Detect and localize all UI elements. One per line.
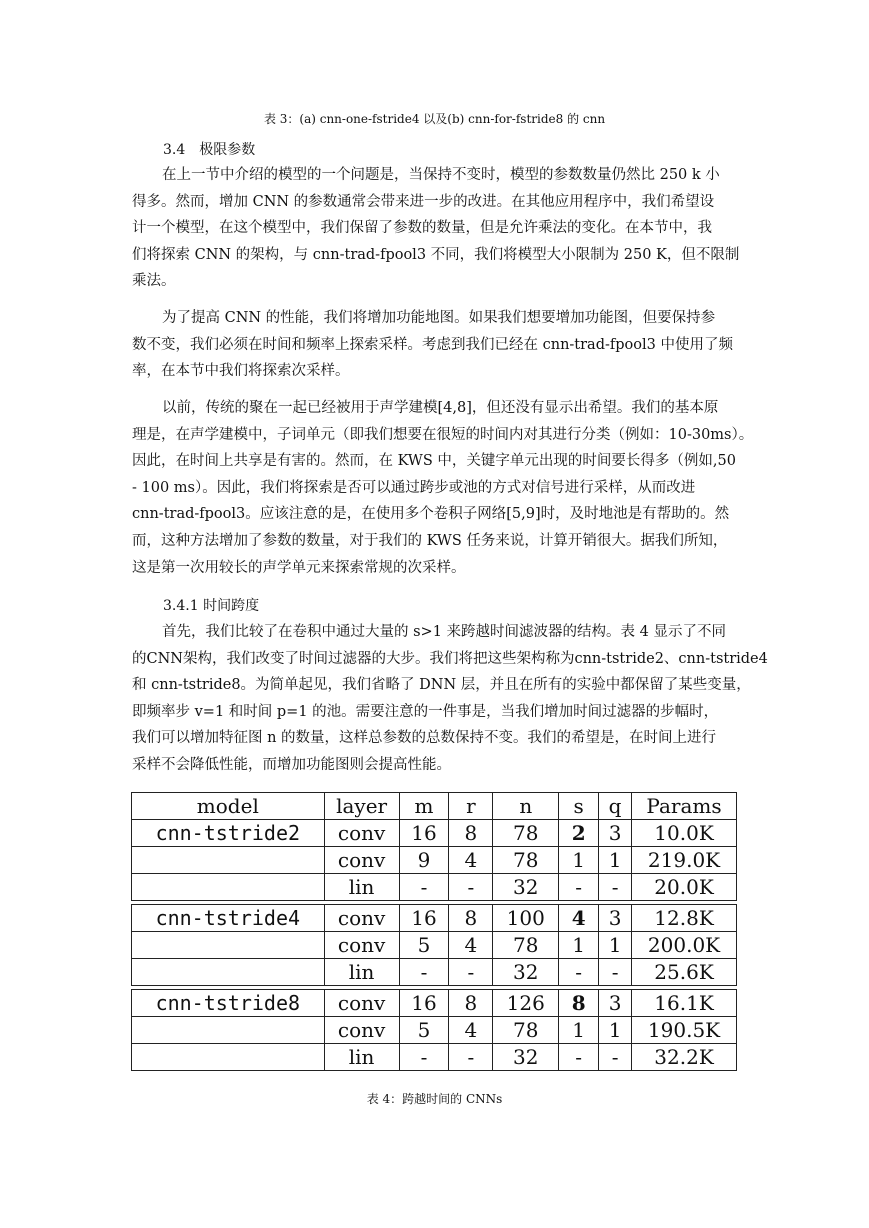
- cell-n: 78: [493, 932, 559, 959]
- header-layer: layer: [324, 793, 399, 820]
- cell-n: 32: [493, 959, 559, 986]
- model-name: cnn-tstride8: [132, 990, 325, 1017]
- cell-m: 16: [399, 820, 449, 847]
- text-line: 而，这种方法增加了参数的数量，对于我们的 KWS 任务来说，计算开销很大。据我们所知，: [132, 532, 728, 549]
- cell-n: 32: [493, 1044, 559, 1071]
- text-line: 为了提高 CNN 的性能，我们将增加功能地图。如果我们想要增加功能图，但要保持参: [162, 310, 716, 326]
- model-empty: [132, 847, 325, 874]
- cell-params: 190.5K: [632, 1017, 737, 1044]
- cell-r: -: [449, 1044, 493, 1071]
- text-line: 因此，在时间上共享是有害的。然而，在 KWS 中，关键字单元出现的时间要长得多（例如,50: [132, 453, 736, 470]
- cell-n: 78: [493, 820, 559, 847]
- cell-n: 32: [493, 874, 559, 901]
- cell-n: 126: [493, 990, 559, 1017]
- table-row: [132, 820, 737, 847]
- cell-m: 9: [399, 847, 449, 874]
- cell-s: -: [559, 1044, 599, 1071]
- cell-s: -: [559, 959, 599, 986]
- model-empty: [132, 959, 325, 986]
- cell-params: 16.1K: [632, 990, 737, 1017]
- text-line: 的CNN架构，我们改变了时间过滤器的大步。我们将把这些架构称为cnn-tstride2、cnn-tstride4: [132, 650, 768, 667]
- table-row: [132, 905, 737, 932]
- cell-layer: conv: [324, 932, 399, 959]
- table4-caption: 表 4：跨越时间的 CNNs: [366, 1092, 503, 1106]
- text-line: cnn-trad-fpool3。应该注意的是，在使用多个卷积子网络[5,9]时，及时地池是有帮助的。然: [132, 506, 730, 523]
- table-row: [132, 932, 737, 959]
- cell-s: 1: [559, 847, 599, 874]
- cell-n: 78: [493, 1017, 559, 1044]
- table-row: [132, 990, 737, 1017]
- cell-q: 1: [599, 847, 632, 874]
- cell-layer: conv: [324, 990, 399, 1017]
- cell-r: 8: [449, 820, 493, 847]
- cell-q: 3: [599, 990, 632, 1017]
- cell-params: 25.6K: [632, 959, 737, 986]
- table-row: [132, 847, 737, 874]
- header-s: s: [559, 793, 599, 820]
- cell-params: 200.0K: [632, 932, 737, 959]
- table-row: [132, 874, 737, 901]
- cell-s: 8: [559, 990, 599, 1017]
- cell-r: -: [449, 874, 493, 901]
- cell-s: 1: [559, 1017, 599, 1044]
- cnn-tstride-table: [131, 792, 737, 1071]
- cell-n: 78: [493, 847, 559, 874]
- table3-caption: 表 3：(a) cnn-one-fstride4 以及(b) cnn-for-fstride8 的 cnn: [263, 112, 606, 126]
- section-heading-3-4-1: 3.4.1 时间跨度: [163, 598, 260, 614]
- text-line: 以前，传统的聚在一起已经被用于声学建模[4,8]，但还没有显示出希望。我们的基本原: [162, 400, 719, 416]
- model-empty: [132, 1044, 325, 1071]
- header-n: n: [493, 793, 559, 820]
- header-m: m: [399, 793, 449, 820]
- cell-r: 4: [449, 932, 493, 959]
- cell-q: 3: [599, 905, 632, 932]
- cell-m: -: [399, 874, 449, 901]
- cell-m: -: [399, 959, 449, 986]
- table-row: [132, 959, 737, 986]
- header-q: q: [599, 793, 632, 820]
- cell-m: 5: [399, 932, 449, 959]
- header-r: r: [449, 793, 493, 820]
- section-heading-3-4: 3.4 极限参数: [163, 142, 256, 158]
- cell-params: 12.8K: [632, 905, 737, 932]
- text-line: 计一个模型，在这个模型中，我们保留了参数的数量，但是允许乘法的变化。在本节中，我: [132, 220, 712, 237]
- cell-r: 8: [449, 990, 493, 1017]
- cell-params: 219.0K: [632, 847, 737, 874]
- text-line: 乘法。: [132, 273, 176, 290]
- cell-r: 4: [449, 1017, 493, 1044]
- cell-layer: lin: [324, 874, 399, 901]
- cell-params: 20.0K: [632, 874, 737, 901]
- model-name: cnn-tstride4: [132, 905, 325, 932]
- text-line: 采样不会降低性能，而增加功能图则会提高性能。: [132, 756, 451, 773]
- cell-m: 16: [399, 905, 449, 932]
- cell-m: -: [399, 1044, 449, 1071]
- table-row: [132, 1044, 737, 1071]
- model-empty: [132, 874, 325, 901]
- text-line: 理是，在声学建模中，子词单元（即我们想要在很短的时间内对其进行分类（例如：10-30ms）。: [132, 426, 754, 443]
- model-empty: [132, 932, 325, 959]
- cell-layer: conv: [324, 820, 399, 847]
- header-params: Params: [632, 793, 737, 820]
- cell-q: -: [599, 874, 632, 901]
- text-line: 得多。然而，增加 CNN 的参数通常会带来进一步的改进。在其他应用程序中，我们希望设: [132, 193, 715, 210]
- paragraph-2: [132, 305, 739, 385]
- cell-layer: lin: [324, 1044, 399, 1071]
- cell-s: 4: [559, 905, 599, 932]
- text-line: 和 cnn-tstride8。为简单起见，我们省略了 DNN 层，并且在所有的实验中都保留了某些变量，: [132, 677, 751, 694]
- text-line: 这是第一次用较长的声学单元来探索常规的次采样。: [132, 559, 466, 576]
- cell-m: 5: [399, 1017, 449, 1044]
- model-name: cnn-tstride2: [132, 820, 325, 847]
- text-line: 首先，我们比较了在卷积中通过大量的 s>1 来跨越时间滤波器的结构。表 4 显示了不同: [162, 624, 726, 640]
- text-line: 我们可以增加特征图 n 的数量，这样总参数的总数保持不变。我们的希望是，在时间上进行: [132, 730, 717, 747]
- paragraph-3: [132, 395, 754, 581]
- text-line: 们将探索 CNN 的架构，与 cnn-trad-fpool3 不同，我们将模型大小限制为 250 K，但不限制: [132, 246, 740, 263]
- cell-layer: lin: [324, 959, 399, 986]
- table-header-row: [132, 793, 737, 820]
- cell-r: 4: [449, 847, 493, 874]
- cell-n: 100: [493, 905, 559, 932]
- cell-layer: conv: [324, 847, 399, 874]
- cell-r: -: [449, 959, 493, 986]
- header-model: model: [132, 793, 325, 820]
- cell-m: 16: [399, 990, 449, 1017]
- text-line: - 100 ms）。因此，我们将探索是否可以通过跨步或池的方式对信号进行采样，从而改进: [132, 479, 696, 496]
- paragraph-4: [132, 619, 768, 779]
- text-line: 即频率步 v=1 和时间 p=1 的池。需要注意的一件事是，当我们增加时间过滤器的步幅时，: [132, 703, 719, 720]
- cell-q: 1: [599, 932, 632, 959]
- cell-q: 3: [599, 820, 632, 847]
- table-row: [132, 1017, 737, 1044]
- text-line: 在上一节中介绍的模型的一个问题是，当保持不变时，模型的参数数量仍然比 250 k 小: [162, 167, 720, 183]
- model-empty: [132, 1017, 325, 1044]
- text-line: 数不变，我们必须在时间和频率上探索采样。考虑到我们已经在 cnn-trad-fpool3 中使用了频: [132, 336, 733, 353]
- cell-params: 32.2K: [632, 1044, 737, 1071]
- cell-s: 2: [559, 820, 599, 847]
- cell-params: 10.0K: [632, 820, 737, 847]
- cell-s: 1: [559, 932, 599, 959]
- cell-layer: conv: [324, 1017, 399, 1044]
- cell-q: -: [599, 1044, 632, 1071]
- cell-layer: conv: [324, 905, 399, 932]
- cell-q: 1: [599, 1017, 632, 1044]
- cell-r: 8: [449, 905, 493, 932]
- text-line: 率，在本节中我们将探索次采样。: [132, 363, 350, 380]
- cell-q: -: [599, 959, 632, 986]
- paragraph-1: [132, 162, 739, 295]
- cell-s: -: [559, 874, 599, 901]
